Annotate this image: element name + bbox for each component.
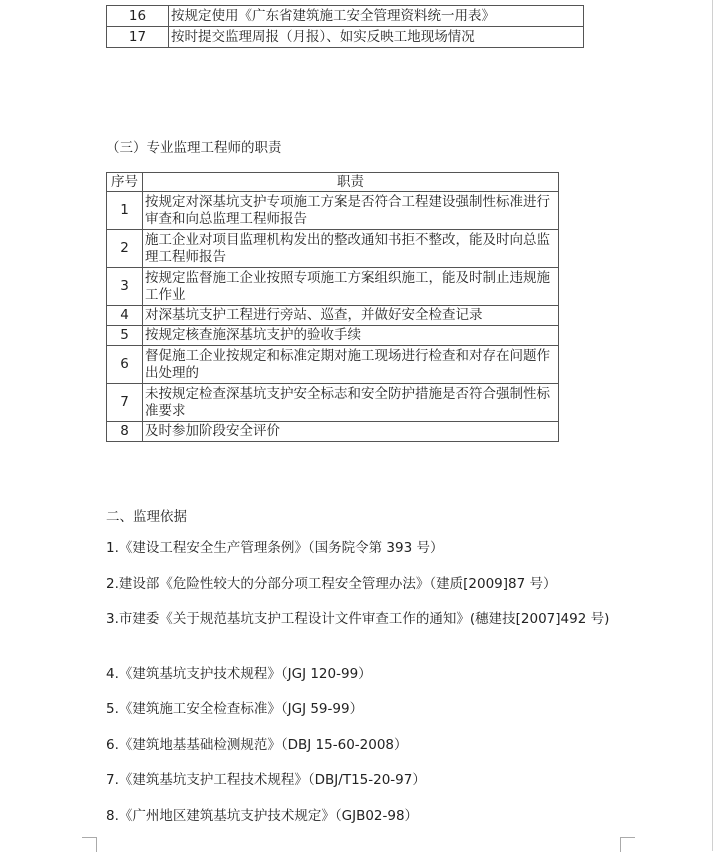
regulation-item: 1.《建设工程安全生产管理条例》（国务院令第 393 号） bbox=[106, 540, 444, 556]
table-row bbox=[107, 326, 559, 346]
section-heading-supervision-basis: 二、监理依据 bbox=[106, 509, 187, 525]
header-number: 序号 bbox=[107, 173, 143, 192]
row-number: 6 bbox=[107, 346, 143, 384]
row-text: 督促施工企业按规定和标准定期对施工现场进行检查和对存在问题作出处理的 bbox=[143, 346, 559, 384]
row-text: 对深基坑支护工程进行旁站、巡查，并做好安全检查记录 bbox=[143, 306, 559, 326]
responsibility-table-continued bbox=[106, 5, 584, 48]
row-number: 5 bbox=[107, 326, 143, 346]
table-row bbox=[107, 422, 559, 442]
table-row bbox=[107, 268, 559, 306]
table-row bbox=[107, 346, 559, 384]
table-row bbox=[107, 306, 559, 326]
regulation-item: 7.《建筑基坑支护工程技术规程》（DBJ/T15-20-97） bbox=[106, 772, 426, 788]
row-text: 按规定监督施工企业按照专项施工方案组织施工，能及时制止违规施工作业 bbox=[143, 268, 559, 306]
row-number: 2 bbox=[107, 230, 143, 268]
row-number: 7 bbox=[107, 384, 143, 422]
table-row bbox=[107, 6, 584, 27]
row-text: 按规定核查施深基坑支护的验收手续 bbox=[143, 326, 559, 346]
regulation-item: 4.《建筑基坑支护技术规程》（JGJ 120-99） bbox=[106, 666, 372, 682]
row-number: 1 bbox=[107, 192, 143, 230]
page-corner-mark bbox=[82, 837, 97, 852]
row-number: 4 bbox=[107, 306, 143, 326]
engineer-duty-table bbox=[106, 172, 559, 442]
row-number: 17 bbox=[107, 27, 169, 48]
regulation-item: 2.建设部《危险性较大的分部分项工程安全管理办法》（建质[2009]87 号） bbox=[106, 576, 557, 592]
table-row bbox=[107, 192, 559, 230]
row-number: 8 bbox=[107, 422, 143, 442]
table-header-row bbox=[107, 173, 559, 192]
regulation-item: 3.市建委《关于规范基坑支护工程设计文件审查工作的通知》(穗建技[2007]492 号) bbox=[106, 611, 610, 627]
table-row bbox=[107, 230, 559, 268]
section-heading-engineer-duties: （三）专业监理工程师的职责 bbox=[106, 140, 282, 156]
page-edge bbox=[712, 0, 713, 851]
row-text: 及时参加阶段安全评价 bbox=[143, 422, 559, 442]
page-corner-mark bbox=[620, 837, 635, 852]
row-text: 按规定对深基坑支护专项施工方案是否符合工程建设强制性标准进行审查和向总监理工程师报告 bbox=[143, 192, 559, 230]
row-text: 按时提交监理周报（月报）、如实反映工地现场情况 bbox=[169, 27, 584, 48]
regulation-item: 5.《建筑施工安全检查标准》（JGJ 59-99） bbox=[106, 701, 364, 717]
row-text: 未按规定检查深基坑支护安全标志和安全防护措施是否符合强制性标准要求 bbox=[143, 384, 559, 422]
row-text: 施工企业对项目监理机构发出的整改通知书拒不整改，能及时向总监理工程师报告 bbox=[143, 230, 559, 268]
table-row bbox=[107, 27, 584, 48]
row-text: 按规定使用《广东省建筑施工安全管理资料统一用表》 bbox=[169, 6, 584, 27]
header-duty: 职责 bbox=[143, 173, 559, 192]
row-number: 3 bbox=[107, 268, 143, 306]
row-number: 16 bbox=[107, 6, 169, 27]
regulation-item: 8.《广州地区建筑基坑支护技术规定》（GJB02-98） bbox=[106, 808, 419, 824]
table-row bbox=[107, 384, 559, 422]
regulation-item: 6.《建筑地基基础检测规范》（DBJ 15-60-2008） bbox=[106, 737, 408, 753]
